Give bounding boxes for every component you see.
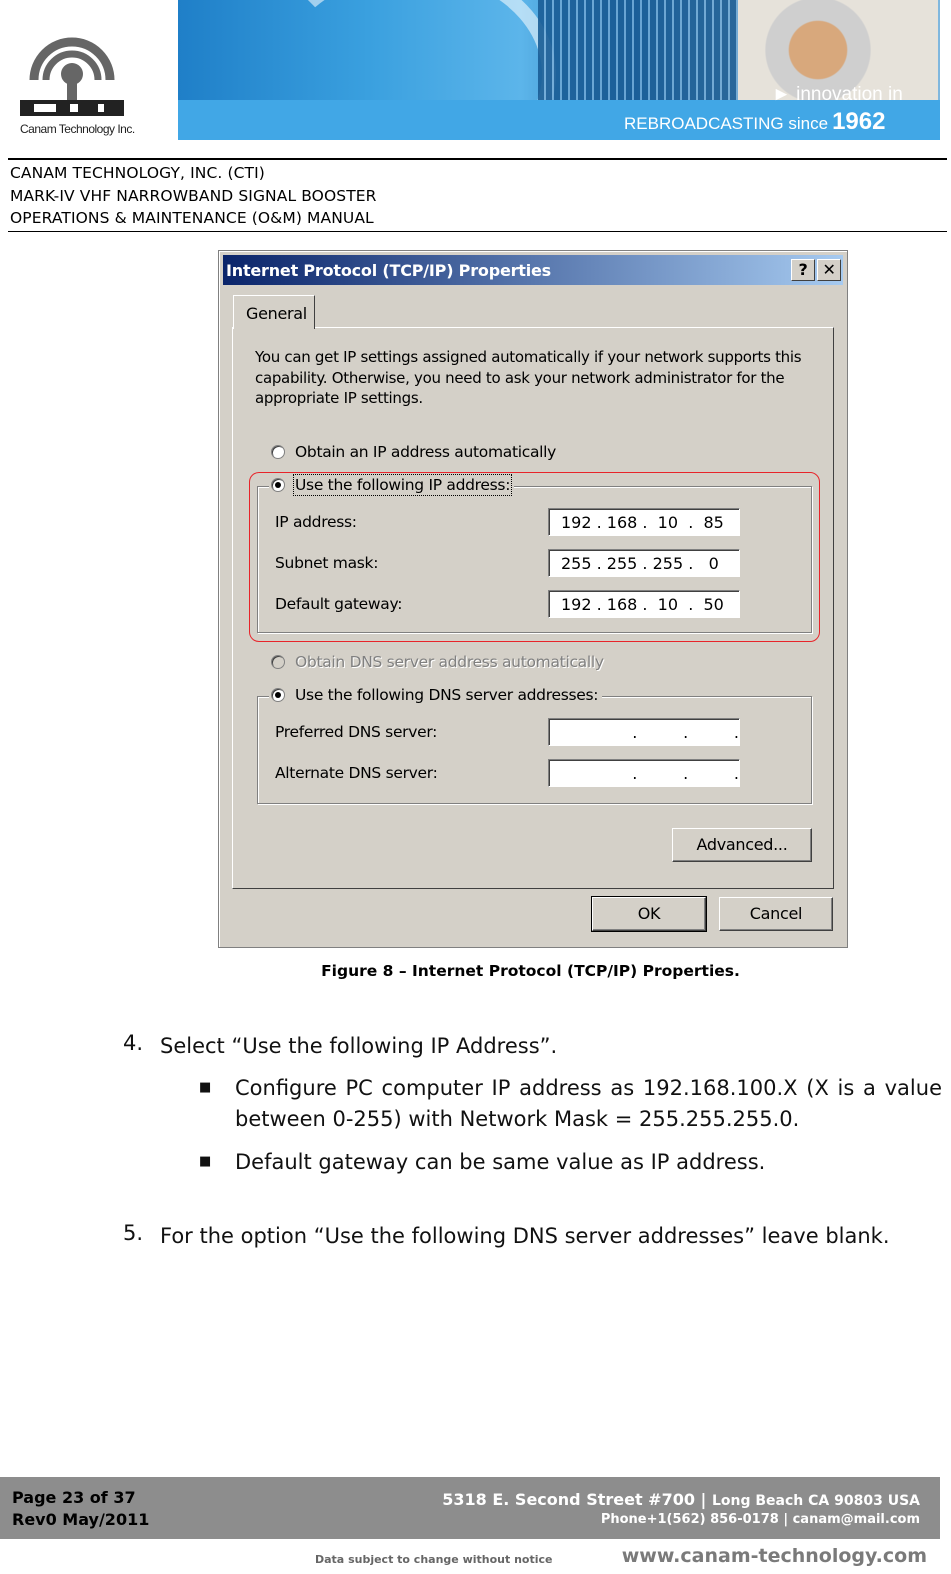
header-banner	[0, 0, 951, 142]
cancel-button[interactable]: Cancel	[719, 897, 833, 931]
bullet-text: Configure PC computer IP address as 192.168.100.X (X is a value between 0-255) with Network Mask = 255.255.255.0.	[235, 1076, 942, 1131]
tagline-rebroadcasting: REBROADCASTING since 1962	[624, 108, 886, 135]
company-contact: Phone+1(562) 856-0178 | canam@mail.com	[600, 1512, 920, 1527]
header-divider-top	[8, 158, 947, 160]
step-number: 5.	[123, 1221, 144, 1245]
bullet-icon: ■	[199, 1080, 212, 1095]
dialog-title: Internet Protocol (TCP/IP) Properties	[226, 261, 551, 280]
ip-address-label: IP address:	[275, 513, 357, 531]
close-button[interactable]: ✕	[817, 259, 841, 281]
alternate-dns-input[interactable]: . . .	[548, 759, 740, 787]
page-footer	[0, 1477, 940, 1539]
radio-button-disabled-icon	[271, 655, 285, 669]
preferred-dns-input[interactable]: . . .	[548, 718, 740, 746]
dialog-titlebar	[223, 255, 843, 285]
static-dns-group	[257, 696, 812, 804]
default-gateway-label: Default gateway:	[275, 595, 403, 613]
dialog-intro-text: You can get IP settings assigned automatically if your network supports this capability. Otherwise, you need to ask your network administrator for the appropriate IP settings.	[255, 348, 802, 407]
radio-obtain-ip-auto[interactable]: Obtain an IP address automatically	[271, 443, 556, 461]
subnet-mask-input[interactable]: 255 . 255 . 255 . 0	[548, 549, 740, 577]
alternate-dns-label: Alternate DNS server:	[275, 764, 438, 782]
help-button[interactable]: ?	[791, 259, 815, 281]
company-name: CANAM TECHNOLOGY, INC. (CTI)	[10, 164, 265, 182]
tcpip-properties-dialog	[218, 250, 848, 948]
subnet-mask-label: Subnet mask:	[275, 554, 379, 572]
preferred-dns-label: Preferred DNS server:	[275, 723, 438, 741]
step-text: For the option “Use the following DNS server addresses” leave blank.	[160, 1224, 890, 1248]
ok-button[interactable]: OK	[592, 897, 706, 931]
radio-use-static-ip[interactable]: Use the following IP address:	[269, 476, 514, 494]
radio-button-icon	[271, 445, 285, 459]
tagline-innovation: ► innovation in	[772, 84, 903, 105]
default-gateway-input[interactable]: 192 . 168 . 10 . 50	[548, 590, 740, 618]
radio-obtain-dns-auto[interactable]: Obtain DNS server address automatically	[271, 653, 604, 671]
radio-selected-icon	[271, 478, 285, 492]
step-number: 4.	[123, 1031, 144, 1055]
tab-general[interactable]: General	[233, 295, 315, 329]
website-link[interactable]: www.canam-technology.com	[621, 1545, 927, 1567]
radio-selected-icon	[271, 688, 285, 702]
disclaimer: Data subject to change without notice	[315, 1553, 553, 1566]
radio-use-static-dns[interactable]: Use the following DNS server addresses:	[269, 686, 602, 704]
page-number: Page 23 of 37	[12, 1488, 136, 1507]
product-name: MARK-IV VHF NARROWBAND SIGNAL BOOSTER	[10, 186, 377, 205]
figure-caption: Figure 8 – Internet Protocol (TCP/IP) Properties.	[321, 962, 740, 980]
step-text: Select “Use the following IP Address”.	[160, 1034, 558, 1058]
company-address: 5318 E. Second Street #700 | Long Beach CA 90803 USA	[442, 1490, 920, 1509]
bullet-text: Default gateway can be same value as IP address.	[235, 1150, 766, 1174]
revision: Rev0 May/2011	[12, 1510, 150, 1529]
manual-name: OPERATIONS & MAINTENANCE (O&M) MANUAL	[10, 209, 374, 227]
logo-subtext: Canam Technology Inc.	[20, 122, 135, 136]
bullet-icon: ■	[199, 1154, 212, 1169]
advanced-button[interactable]: Advanced...	[672, 828, 812, 862]
header-divider-bottom	[8, 231, 947, 232]
document-header	[10, 162, 377, 230]
page-info	[12, 1487, 149, 1531]
ip-address-input[interactable]: 192 . 168 . 10 . 85	[548, 508, 740, 536]
